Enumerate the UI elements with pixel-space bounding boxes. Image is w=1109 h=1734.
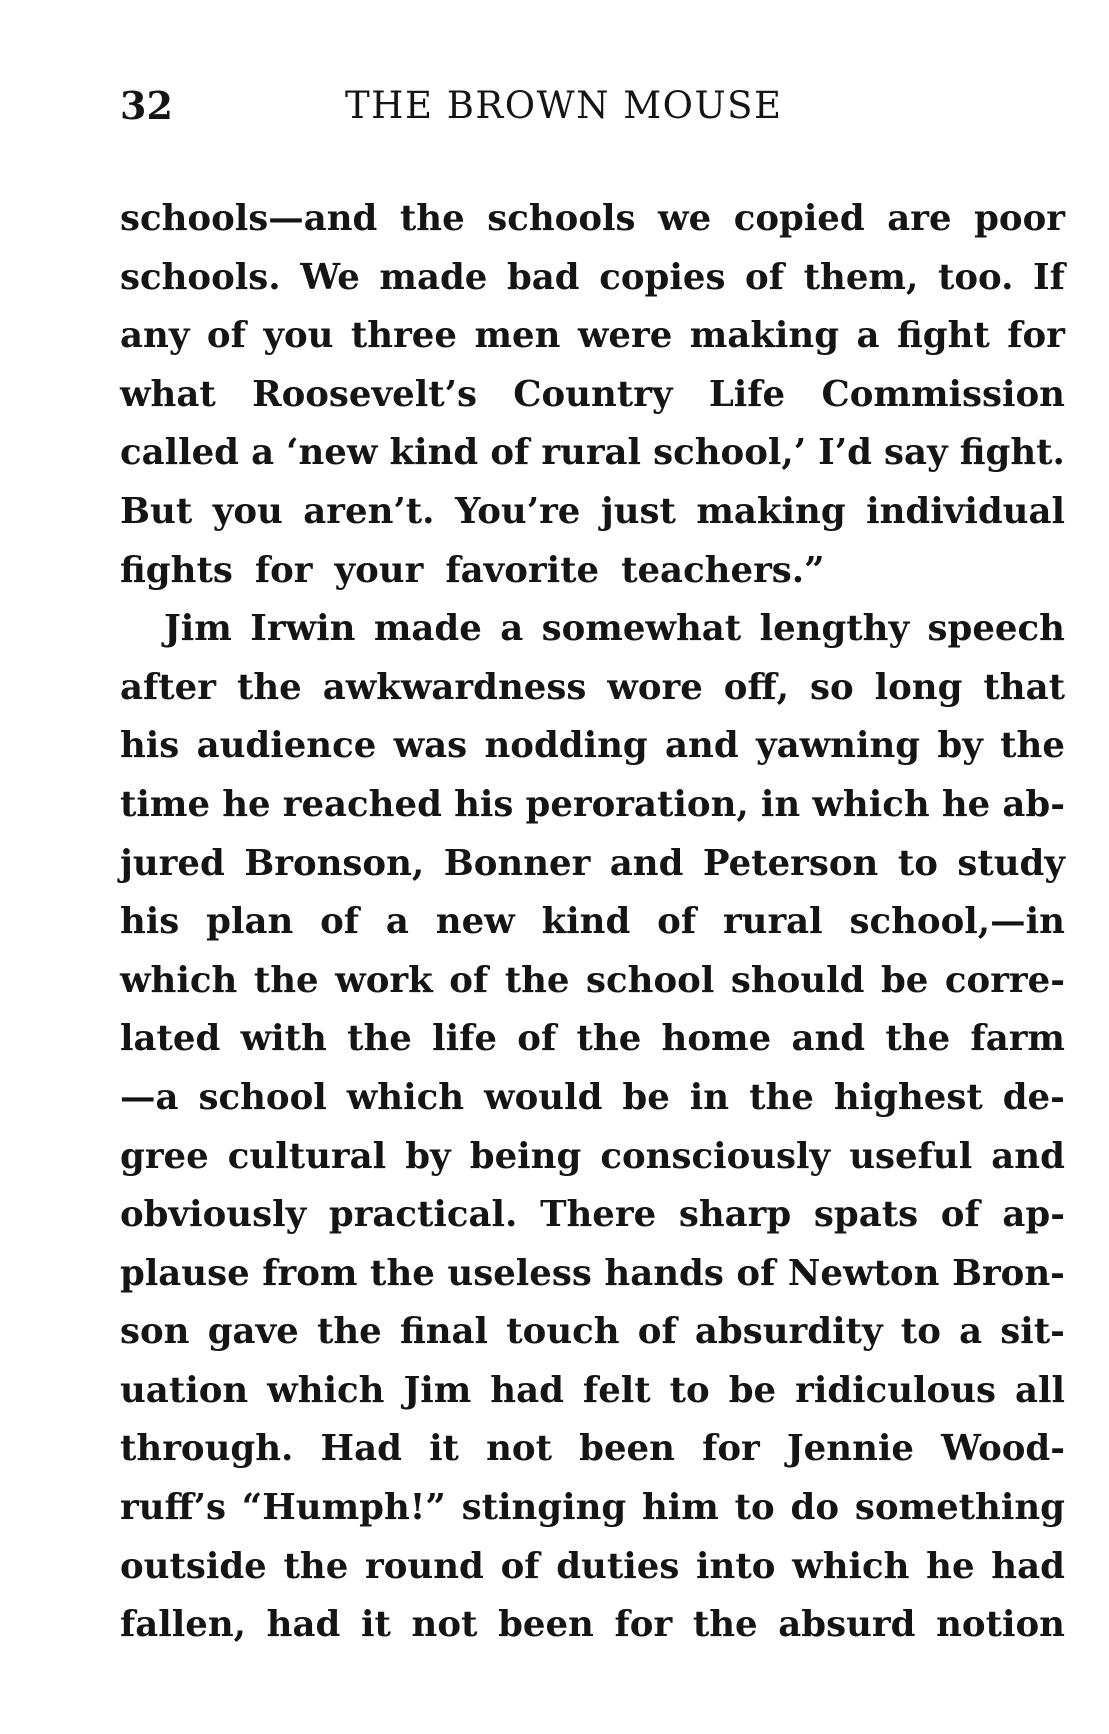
- word: had: [266, 1604, 341, 1646]
- word: the: [576, 1018, 642, 1060]
- word: by: [405, 1135, 451, 1177]
- word: round: [365, 1545, 484, 1587]
- word: a: [385, 901, 409, 943]
- word: you: [263, 315, 334, 357]
- word: you: [212, 490, 283, 532]
- word: nodding: [484, 725, 648, 767]
- word: plause: [120, 1252, 250, 1294]
- word: with: [240, 1018, 327, 1060]
- word: Jim: [403, 1369, 472, 1411]
- text-line: [120, 776, 1065, 835]
- word: we: [658, 198, 712, 239]
- word: a: [251, 432, 275, 474]
- word: his: [120, 901, 180, 943]
- word: felt: [582, 1369, 651, 1411]
- word: new: [435, 901, 515, 943]
- word: to: [669, 1369, 710, 1411]
- word: to: [734, 1487, 775, 1529]
- word: awkwardness: [322, 666, 587, 708]
- word: made: [379, 256, 488, 298]
- text-line: [120, 307, 1065, 366]
- word: which: [792, 1545, 910, 1587]
- word: practical.: [328, 1194, 518, 1236]
- word: obviously: [120, 1194, 307, 1236]
- word: been: [579, 1428, 675, 1470]
- word: ridiculous: [795, 1369, 997, 1411]
- word: fallen,: [120, 1604, 247, 1646]
- word: home: [661, 1018, 772, 1060]
- word: had: [490, 1369, 564, 1411]
- word: work: [335, 959, 433, 1001]
- word: the: [253, 959, 319, 1001]
- word: making: [689, 315, 840, 357]
- word: of: [657, 901, 697, 943]
- word: your: [334, 549, 424, 591]
- word: just: [600, 490, 676, 532]
- text-line: [120, 835, 1065, 894]
- word: were: [577, 315, 673, 357]
- word: touch: [506, 1311, 620, 1353]
- text-line: [120, 1245, 1065, 1304]
- word: lated: [120, 1018, 221, 1060]
- word: of: [206, 315, 246, 357]
- word: ab-: [1002, 783, 1065, 825]
- word: was: [393, 725, 468, 767]
- text-line: [120, 893, 1065, 952]
- word: the: [347, 1018, 412, 1060]
- word: which: [346, 1076, 465, 1118]
- word: school,’: [653, 432, 807, 474]
- word: Wood-: [941, 1428, 1065, 1470]
- word: he: [926, 1545, 975, 1587]
- word: copied: [733, 198, 865, 239]
- word: teachers.”: [621, 549, 825, 591]
- word: of: [940, 1194, 980, 1236]
- word: aren’t.: [303, 490, 435, 532]
- word: something: [854, 1487, 1065, 1529]
- word: Jennie: [786, 1428, 914, 1470]
- word: that: [983, 666, 1065, 708]
- word: his: [454, 783, 514, 825]
- word: men: [474, 315, 561, 357]
- word: to: [900, 1311, 941, 1353]
- word: the: [283, 1545, 349, 1587]
- word: made: [373, 608, 482, 650]
- word: sharp: [678, 1194, 792, 1236]
- word: cultural: [227, 1135, 387, 1177]
- text-line: [120, 1420, 1065, 1479]
- text-line: [120, 1303, 1065, 1362]
- word: be: [728, 1369, 777, 1411]
- word: it: [360, 1604, 391, 1646]
- text-line: [120, 1186, 1065, 1245]
- word: —a: [120, 1076, 179, 1118]
- word: and: [609, 842, 684, 884]
- word: a: [500, 608, 524, 650]
- word: Commission: [821, 373, 1065, 415]
- word: and: [665, 725, 739, 767]
- word: not: [486, 1428, 552, 1470]
- word: fight.: [959, 432, 1065, 474]
- running-title: THE BROWN MOUSE: [345, 84, 783, 127]
- word: individual: [866, 490, 1065, 532]
- word: Had: [320, 1428, 402, 1470]
- word: the: [236, 666, 302, 708]
- word: useful: [849, 1135, 973, 1177]
- word: rural: [722, 901, 823, 943]
- word: school,—in: [849, 901, 1065, 943]
- word: gave: [207, 1311, 299, 1353]
- word: from: [262, 1252, 358, 1294]
- text-line: [120, 1596, 1065, 1655]
- word: gree: [120, 1135, 209, 1177]
- page-header: [120, 78, 1070, 134]
- word: wore: [607, 666, 703, 708]
- word: notion: [936, 1604, 1065, 1646]
- word: of: [320, 901, 360, 943]
- text-line: [120, 483, 1065, 542]
- word: after: [120, 666, 216, 708]
- word: Country: [513, 373, 673, 415]
- text-line: [120, 659, 1065, 718]
- text-line: [120, 1128, 1065, 1187]
- word: he: [941, 783, 991, 825]
- word: the: [692, 1604, 758, 1646]
- word: not: [411, 1604, 478, 1646]
- word: Life: [708, 373, 786, 415]
- text-line: [120, 1479, 1065, 1538]
- word: I’d: [818, 432, 872, 474]
- word: highest: [833, 1076, 983, 1118]
- word: for: [614, 1604, 673, 1646]
- word: say: [884, 432, 948, 474]
- word: outside: [120, 1545, 267, 1587]
- word: him: [642, 1487, 719, 1529]
- word: stinging: [461, 1487, 627, 1529]
- word: fights: [120, 549, 233, 591]
- word: life: [432, 1018, 497, 1060]
- word: of: [490, 432, 530, 474]
- word: been: [498, 1604, 594, 1646]
- word: what: [120, 373, 216, 415]
- word: useless: [447, 1252, 592, 1294]
- word: school: [198, 1076, 327, 1118]
- word: Bonner: [443, 842, 591, 884]
- word: rural: [541, 432, 642, 474]
- word: kind: [389, 432, 479, 474]
- word: called: [120, 432, 239, 474]
- word: schools: [487, 198, 636, 239]
- word: to: [897, 842, 938, 884]
- word: off,: [723, 666, 789, 708]
- word: Irwin: [250, 608, 356, 650]
- text-line: [120, 542, 1065, 601]
- word: be: [880, 959, 929, 1001]
- word: the: [749, 1076, 814, 1118]
- word: lengthy: [759, 608, 910, 650]
- word: being: [469, 1135, 582, 1177]
- word: all: [1015, 1369, 1065, 1411]
- word: son: [120, 1311, 190, 1353]
- word: his: [120, 725, 180, 767]
- word: three: [350, 315, 457, 357]
- word: time: [120, 783, 211, 825]
- word: and: [991, 1135, 1065, 1177]
- word: through.: [120, 1428, 294, 1470]
- word: of: [736, 1252, 776, 1294]
- word: do: [790, 1487, 840, 1529]
- text-line: [120, 1362, 1065, 1421]
- word: a: [959, 1311, 983, 1353]
- word: hands: [604, 1252, 724, 1294]
- word: the: [1000, 725, 1065, 767]
- word: the: [504, 959, 570, 1001]
- word: by: [937, 725, 983, 767]
- word: ruff’s: [120, 1487, 226, 1529]
- word: making: [696, 490, 846, 532]
- word: kind: [541, 901, 631, 943]
- word: sit-: [1000, 1311, 1065, 1353]
- word: If: [1033, 256, 1065, 298]
- text-line: [120, 717, 1065, 776]
- text-line: [120, 1010, 1065, 1069]
- word: duties: [556, 1545, 680, 1587]
- text-line: [120, 600, 1065, 659]
- word: Roosevelt’s: [252, 373, 477, 415]
- word: for: [254, 549, 313, 591]
- word: study: [957, 842, 1065, 884]
- word: should: [730, 959, 865, 1001]
- word: the: [316, 1311, 382, 1353]
- word: had: [991, 1545, 1065, 1587]
- text-line: [120, 424, 1065, 483]
- word: schools.: [120, 256, 281, 298]
- word: There: [540, 1194, 657, 1236]
- word: Jim: [164, 608, 232, 650]
- word: uation: [120, 1369, 249, 1411]
- word: final: [399, 1311, 489, 1353]
- word: ap-: [1002, 1194, 1065, 1236]
- word: the: [370, 1252, 435, 1294]
- word: de-: [1002, 1076, 1065, 1118]
- word: You’re: [454, 490, 581, 532]
- word: of: [500, 1545, 540, 1587]
- word: which: [120, 959, 238, 1001]
- text-line: [120, 952, 1065, 1011]
- word: corre-: [944, 959, 1065, 1001]
- word: Peterson: [702, 842, 879, 884]
- word: fight: [896, 315, 990, 357]
- word: of: [637, 1311, 677, 1353]
- word: a: [856, 315, 880, 357]
- word: jured: [120, 842, 225, 884]
- body-text: [120, 190, 1065, 1655]
- word: “Humph!”: [241, 1487, 446, 1529]
- word: it: [429, 1428, 459, 1470]
- word: in: [689, 1076, 730, 1118]
- word: of: [449, 959, 489, 1001]
- word: he: [222, 783, 271, 825]
- word: favorite: [445, 549, 600, 591]
- word: any: [120, 315, 190, 357]
- word: speech: [927, 608, 1065, 650]
- word: We: [300, 256, 360, 298]
- word: the: [399, 198, 465, 239]
- word: them,: [803, 256, 919, 298]
- word: the: [885, 1018, 951, 1060]
- word: copies: [599, 256, 726, 298]
- word: and: [791, 1018, 866, 1060]
- word: for: [702, 1428, 760, 1470]
- word: in: [760, 783, 801, 825]
- word: would: [484, 1076, 603, 1118]
- word: into: [696, 1545, 776, 1587]
- word: too.: [937, 256, 1014, 298]
- text-line: [120, 249, 1065, 308]
- word: Bron-: [951, 1252, 1065, 1294]
- word: which: [267, 1369, 385, 1411]
- word: consciously: [600, 1135, 831, 1177]
- word: spats: [813, 1194, 919, 1236]
- word: long: [874, 666, 963, 708]
- word: bad: [506, 256, 580, 298]
- word: But: [120, 490, 193, 532]
- word: for: [1007, 315, 1065, 357]
- word: absurd: [778, 1604, 916, 1646]
- text-line: [120, 190, 1065, 249]
- text-line: [120, 1538, 1065, 1597]
- word: which: [812, 783, 930, 825]
- word: so: [809, 666, 854, 708]
- word: schools—and: [120, 198, 378, 239]
- word: of: [517, 1018, 557, 1060]
- word: absurdity: [694, 1311, 883, 1353]
- word: be: [622, 1076, 670, 1118]
- word: poor: [974, 198, 1065, 239]
- word: Newton: [787, 1252, 940, 1294]
- word: yawning: [755, 725, 921, 767]
- word: Bronson,: [244, 842, 425, 884]
- text-line: [120, 366, 1065, 425]
- page-number: 32: [120, 83, 173, 128]
- word: plan: [206, 901, 294, 943]
- word: somewhat: [541, 608, 742, 650]
- word: of: [745, 256, 784, 298]
- word: school: [586, 959, 715, 1001]
- word: farm: [970, 1018, 1065, 1060]
- word: peroration,: [525, 783, 749, 825]
- word: ‘new: [286, 432, 378, 474]
- text-line: [120, 1069, 1065, 1128]
- word: audience: [196, 725, 377, 767]
- word: are: [887, 198, 952, 239]
- word: reached: [282, 783, 442, 825]
